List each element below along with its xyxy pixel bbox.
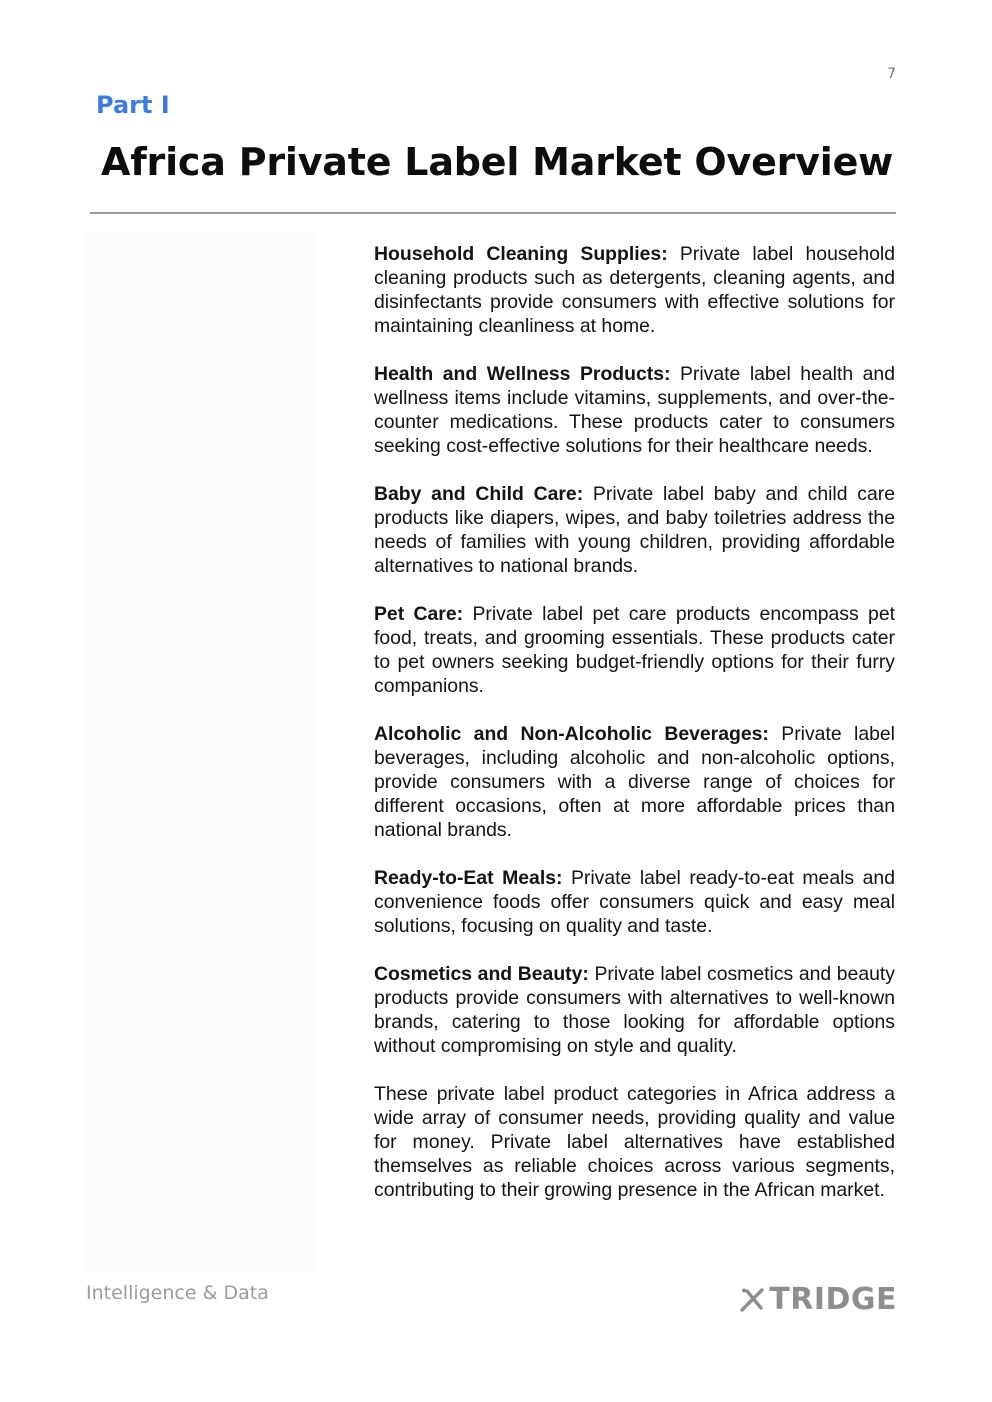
paragraph-ready-to-eat — [374, 866, 895, 938]
brand-logo — [739, 1282, 897, 1317]
paragraph-beverages — [374, 722, 895, 842]
paragraph-term: Ready-to-Eat Meals: — [374, 867, 563, 889]
left-sidebar-panel — [86, 232, 314, 1272]
paragraph-pet-care — [374, 602, 895, 698]
paragraph-household-cleaning — [374, 242, 895, 338]
paragraph-conclusion: These private label product categories in Africa address a wide array of consumer needs, providing quality and value for money. Private label alternatives have established themselves as reliable choices across various segments, contributing to their growing presence in the African market. — [374, 1083, 895, 1201]
main-content — [374, 242, 895, 1226]
paragraph-term: Health and Wellness Products: — [374, 363, 671, 385]
paragraph-text: Private label ready-to-eat meals and convenience foods offer consumers quick and easy meal solutions, focusing on quality and taste. — [374, 867, 895, 937]
paragraph-term: Alcoholic and Non-Alcoholic Beverages: — [374, 723, 769, 745]
paragraph-baby-child-care — [374, 482, 895, 578]
paragraph-text: Private label cosmetics and beauty products provide consumers with alternatives to well-known brands, catering to those looking for affordable options without compromising on style and quality. — [374, 963, 895, 1057]
footer-tagline: Intelligence & Data — [86, 1282, 269, 1304]
tridge-logo-icon — [739, 1287, 765, 1313]
brand-name: TRIDGE — [769, 1282, 897, 1317]
title-divider — [90, 212, 896, 214]
paragraph-text: Private label beverages, including alcoholic and non-alcoholic options, provide consumers with a diverse range of choices for different occasions, often at more affordable prices than national brands. — [374, 723, 895, 841]
part-label: Part I — [96, 91, 170, 119]
paragraph-text: Private label health and wellness items include vitamins, supplements, and over-the-counter medications. These products cater to consumers seeking cost-effective solutions for their healthcare needs. — [374, 363, 895, 457]
paragraph-health-wellness — [374, 362, 895, 458]
paragraph-term: Baby and Child Care: — [374, 483, 584, 505]
paragraph-term: Household Cleaning Supplies: — [374, 243, 668, 265]
paragraph-text: Private label pet care products encompass pet food, treats, and grooming essentials. These products cater to pet owners seeking budget-friendly options for their furry companions. — [374, 603, 896, 697]
paragraph-text: Private label household cleaning products such as detergents, cleaning agents, and disinfectants provide consumers with effective solutions for maintaining cleanliness at home. — [374, 243, 895, 337]
page-number: 7 — [887, 66, 896, 82]
paragraph-cosmetics-beauty — [374, 962, 895, 1058]
page-title: Africa Private Label Market Overview — [101, 140, 894, 184]
paragraph-term: Cosmetics and Beauty: — [374, 963, 589, 985]
paragraph-text: Private label baby and child care products like diapers, wipes, and baby toiletries address the needs of families with young children, providing affordable alternatives to national brands. — [374, 483, 895, 577]
paragraph-term: Pet Care: — [374, 603, 464, 625]
